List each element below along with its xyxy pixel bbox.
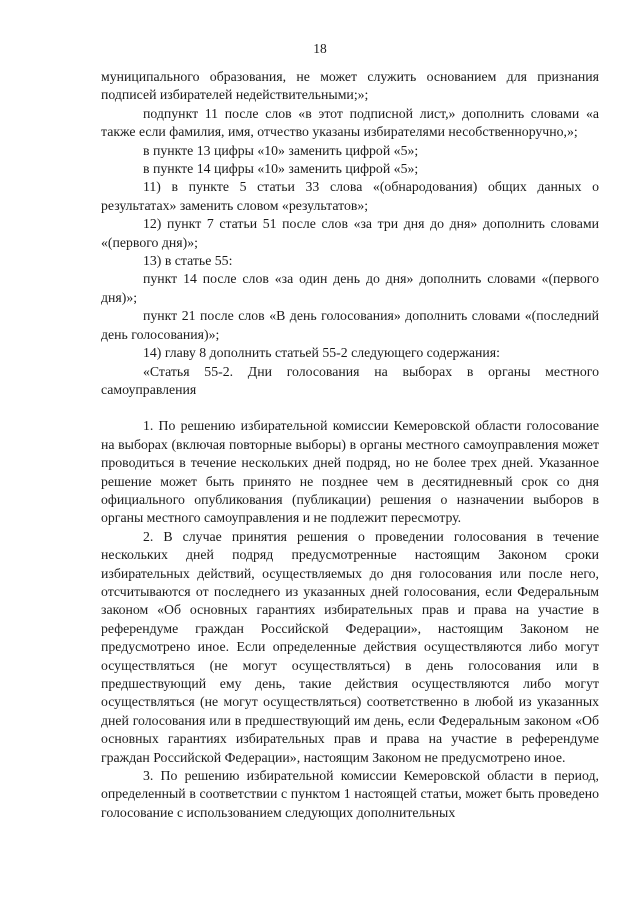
- page-number: 18: [313, 41, 327, 56]
- paragraph-2: подпункт 11 после слов «в этот подписной лист,» дополнить словами «а также если фамилия, имя, отчество указаны избирателями несобственноручно,»;: [101, 105, 599, 140]
- section-gap: [101, 399, 599, 417]
- paragraph-4: в пункте 14 цифры «10» заменить цифрой «5»;: [143, 161, 419, 177]
- paragraph-1: муниципального образования, не может служить основанием для признания подписей избирателей недействительными;»;: [101, 69, 599, 103]
- clause-1: 1. По решению избирательной комиссии Кемеровской области голосование на выборах (включая повторные выборы) в органы местного самоуправления может проводиться в течение нескольких дней подряд, но не более трех дней. Указанное решение может быть принято не позднее чем в десятидневный срок со дня официального опубликования (публикации) решения о назначении выборов в органы местного самоуправления и не подлежит пересмотру.: [101, 418, 599, 526]
- paragraph-9: пункт 21 после слов «В день голосования» дополнить словами «(последний день голосования)»;: [101, 308, 599, 342]
- document-body: [101, 68, 599, 822]
- clause-3: 3. По решению избирательной комиссии Кемеровской области в период, определенный в соответствии с пунктом 1 настоящей статьи, может быть проведено голосование с использованием следующих дополнительных: [101, 768, 599, 820]
- article-heading: «Статья 55-2. Дни голосования на выборах в органы местного самоуправления: [101, 363, 599, 397]
- paragraph-8: пункт 14 после слов «за один день до дня» дополнить словами «(первого дня)»;: [101, 271, 599, 305]
- paragraph-7: 13) в статье 55:: [143, 253, 233, 269]
- clause-2: 2. В случае принятия решения о проведении голосования в течение нескольких дней подряд предусмотренные настоящим Законом сроки избирательных действий, осуществляемых до дня голосования или после него, отсчитываются от последнего из указанных дней голосования, если Федеральным законом «Об основных гарантиях избирательных прав и права на участие в референдуме граждан Российской Федерации», настоящим Законом не предусмотрено иное. Если определенные действия осуществляются либо могут осуществляться (не могут осуществляться) в день голосования или в предшествующий ему день, такие действия осуществляются либо могут осуществляться (не могут осуществляться) соответственно в любой из указанных дней голосования или в предшествующий им день, если Федеральным законом «Об основных гарантиях избирательных прав и права на участие в референдуме граждан Российской Федерации», настоящим Законом не предусмотрено иное.: [101, 528, 599, 765]
- paragraph-6: 12) пункт 7 статьи 51 после слов «за три дня до дня» дополнить словами «(первого дня)»;: [101, 216, 599, 250]
- paragraph-10: 14) главу 8 дополнить статьей 55-2 следующего содержания:: [143, 345, 500, 361]
- paragraph-5: 11) в пункте 5 статьи 33 слова «(обнародования) общих данных о результатах» заменить словом «результатов»;: [101, 179, 599, 213]
- paragraph-3: в пункте 13 цифры «10» заменить цифрой «5»;: [143, 142, 419, 158]
